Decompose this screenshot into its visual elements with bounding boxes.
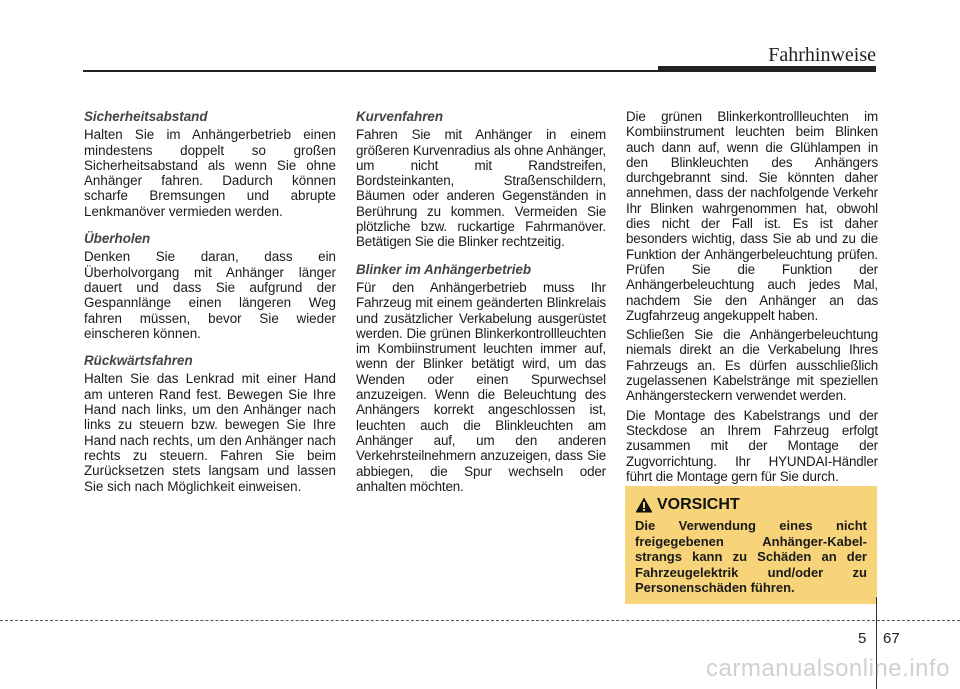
section-blinker — [356, 262, 606, 494]
section-paragraph: Fahren Sie mit Anhänger in einem größeren Kurvenradius als ohne Anhänger, um nicht mit Randstreifen, Bordsteinkanten, Straßenschildern, Bäumen oder anderen Gegenständen in Berührung zu kommen. Vermeiden Sie plötzliche bzw. ruckartige Fahrmanöver. Betätigen Sie die Blinker rechtzeitig. — [356, 127, 606, 250]
warning-triangle-icon — [635, 497, 653, 513]
section-paragraph: Halten Sie im Anhängerbetrieb einen mindestens doppelt so großen Sicherheitsabstand als wenn Sie ohne Anhänger fahren. Dadurch können scharfe Bremsungen und abrupte Lenkmanöver vermieden werden. — [84, 127, 336, 219]
header-rule-thin — [83, 70, 658, 72]
header-rule-thick — [658, 66, 876, 72]
section-heading: Rückwärtsfahren — [84, 353, 193, 369]
page-number: 67 — [883, 630, 900, 647]
footer-dashed-line — [0, 620, 960, 621]
section-rueckwaertsfahren — [84, 353, 336, 494]
column-left — [84, 109, 336, 506]
warning-title: VORSICHT — [657, 496, 740, 513]
section-paragraph: Denken Sie daran, dass ein Überholvorgang mit Anhänger länger dauert und dass Sie aufgrund der Gespannlänge einen längeren Weg fahren müssen, bevor Sie wieder einscheren können. — [84, 249, 336, 341]
paragraph-anschluss: Schließen Sie die Anhängerbeleuchtung niemals direkt an die Verkabelung Ihres Fahrzeugs an. Es dürfen ausschließlich zugelassenen Kabelstränge mit speziellen Anhängersteckern verwendet werden. — [626, 327, 878, 404]
column-right — [626, 109, 878, 488]
section-ueberholen — [84, 231, 336, 341]
warning-header — [635, 496, 867, 514]
chapter-number: 5 — [858, 630, 867, 647]
column-middle — [356, 109, 606, 506]
warning-text: Die Verwendung eines nicht freigegebenen Anhänger-Kabel-strangs kann zu Schäden an der Fahrzeugelektrik und/oder zu Personenschäden führen. — [635, 518, 867, 595]
watermark-text: carmanualsonline.info — [706, 655, 950, 682]
section-sicherheitsabstand — [84, 109, 336, 219]
section-kurvenfahren — [356, 109, 606, 250]
section-heading: Überholen — [84, 231, 151, 247]
section-paragraph: Für den Anhängerbetrieb muss Ihr Fahrzeug mit einem geänderten Blinkrelais und zusätzlicher Verkabelung ausgerüstet werden. Die grünen Blinkerkontrollleuchten im Kombiinstrument leuchten immer auf, wenn der Blinker betätigt wird, um das Wenden oder einen Spurwechsel anzuzeigen. Wenn die Beleuchtung des Anhängers korrekt angeschlossen ist, leuchten auch die Blinkleuchten am Anhänger auf, um den anderen Verkehrsteilnehmern anzuzeigen, dass Sie abbiegen, die Spur wechseln oder anhalten möchten. — [356, 279, 606, 494]
section-heading: Sicherheitsabstand — [84, 109, 208, 124]
section-heading: Blinker im Anhängerbetrieb — [356, 261, 532, 277]
paragraph-montage: Die Montage des Kabelstrangs und der Steckdose an Ihrem Fahrzeug erfolgt zusammen mit der Montage der Zugvorrichtung. Ihr HYUNDAI-Händler führt die Montage gern für Sie durch. — [626, 407, 878, 484]
header-title: Fahrhinweise — [768, 44, 876, 66]
warning-box — [625, 486, 877, 604]
section-heading: Kurvenfahren — [356, 109, 444, 124]
paragraph-kontrollleuchten: Die grünen Blinkerkontrollleuchten im Kombiinstrument leuchten beim Blinken auch dann auf, wenn die Glühlampen in den Blinkleuchten des Anhängers durchgebrannt sind. Sie könnten daher annehmen, dass der nachfolgende Verkehr Ihr Blinken wahrgenommen hat, obwohl dies nicht der Fall ist. Es ist daher besonders wichtig, dass Sie ab und zu die Funktion der Anhängerbeleuchtung prüfen. Prüfen Sie die Funktion der Anhängerbeleuchtung auch jedes Mal, nachdem Sie den Anhänger an das Zugfahrzeug angekuppelt haben. — [626, 109, 878, 323]
section-paragraph: Halten Sie das Lenkrad mit einer Hand am unteren Rand fest. Bewegen Sie Ihre Hand nach links, um den Anhänger nach links zu steuern bzw. bewegen Sie Ihre Hand nach rechts, um den Anhänger nach rechts zu steuern. Fahren Sie beim Zurücksetzen stets langsam und lassen Sie sich nach Möglichkeit einweisen. — [84, 371, 336, 494]
